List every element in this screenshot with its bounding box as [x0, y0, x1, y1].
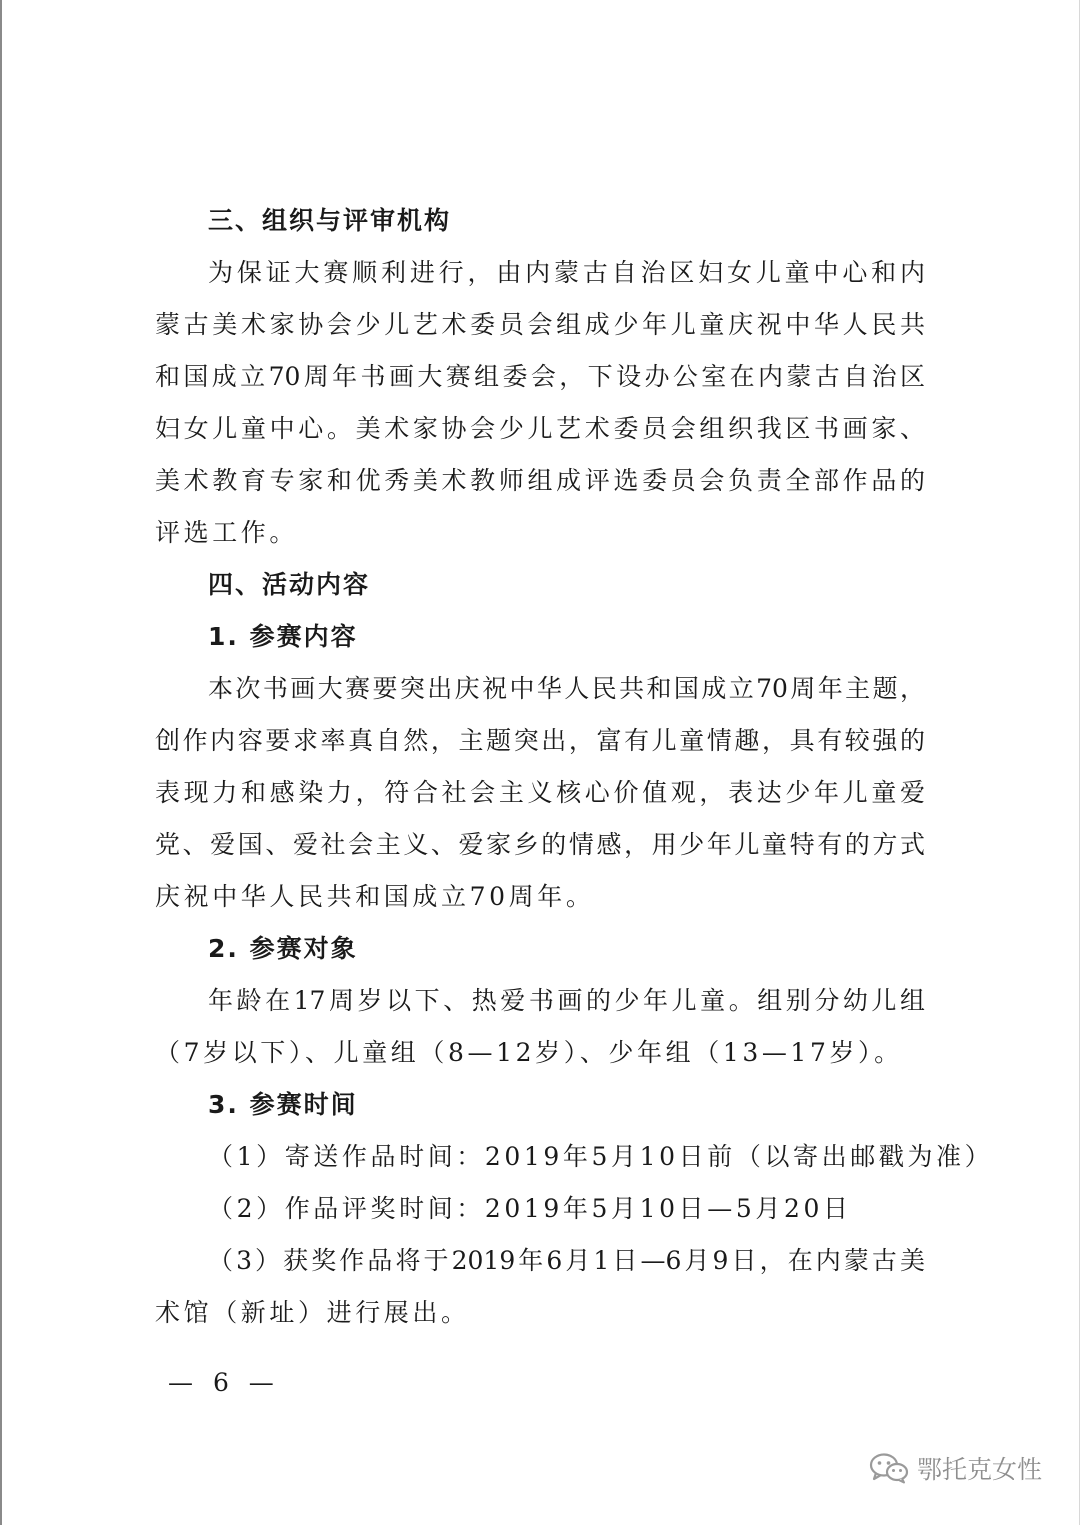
list-item: （3）获奖作品将于2019年6月1日—6月9日，在内蒙古美 [208, 1246, 925, 1275]
watermark-text: 鄂托克女性 [916, 1455, 1042, 1484]
section-heading-4: 四、活动内容 [208, 570, 371, 599]
wechat-icon [869, 1452, 909, 1484]
paragraph-line: 和国成立70周年书画大赛组委会，下设办公室在内蒙古自治区 [155, 362, 925, 391]
paragraph-line: 党、爱国、爱社会主义、爱家乡的情感，用少年儿童特有的方式 [155, 830, 925, 859]
subheading-2: 2. 参赛对象 [208, 934, 358, 963]
list-item: （1）寄送作品时间：2019年5月10日前（以寄出邮戳为准） [208, 1142, 994, 1171]
paragraph-line: 美术教育专家和优秀美术教师组成评选委员会负责全部作品的 [155, 466, 925, 495]
paragraph-line: 年龄在17周岁以下、热爱书画的少年儿童。组别分幼儿组 [208, 986, 925, 1015]
watermark [869, 1450, 1042, 1486]
paragraph-line: 术馆（新址）进行展出。 [155, 1298, 470, 1327]
paragraph-line: （7岁以下）、儿童组（8—12岁）、少年组（13—17岁）。 [155, 1038, 903, 1067]
paragraph-line: 创作内容要求率真自然，主题突出，富有儿童情趣，具有较强的 [155, 726, 925, 755]
section-heading-3: 三、组织与评审机构 [208, 206, 452, 235]
subheading-1: 1. 参赛内容 [208, 622, 358, 651]
paragraph-line: 评选工作。 [155, 518, 299, 547]
paragraph-line: 为保证大赛顺利进行，由内蒙古自治区妇女儿童中心和内 [208, 258, 925, 287]
list-item: （2）作品评奖时间：2019年5月10日—5月20日 [208, 1194, 852, 1223]
document-body [155, 195, 994, 1339]
page-number: — 6 — [168, 1368, 280, 1397]
subheading-3: 3. 参赛时间 [208, 1090, 358, 1119]
paragraph-line: 表现力和感染力，符合社会主义核心价值观，表达少年儿童爱 [155, 778, 925, 807]
paragraph-line: 庆祝中华人民共和国成立70周年。 [155, 882, 595, 911]
paragraph-line: 蒙古美术家协会少儿艺术委员会组成少年儿童庆祝中华人民共 [155, 310, 925, 339]
paragraph-line: 本次书画大赛要突出庆祝中华人民共和国成立70周年主题， [208, 674, 925, 703]
paragraph-line: 妇女儿童中心。美术家协会少儿艺术委员会组织我区书画家、 [155, 414, 925, 443]
